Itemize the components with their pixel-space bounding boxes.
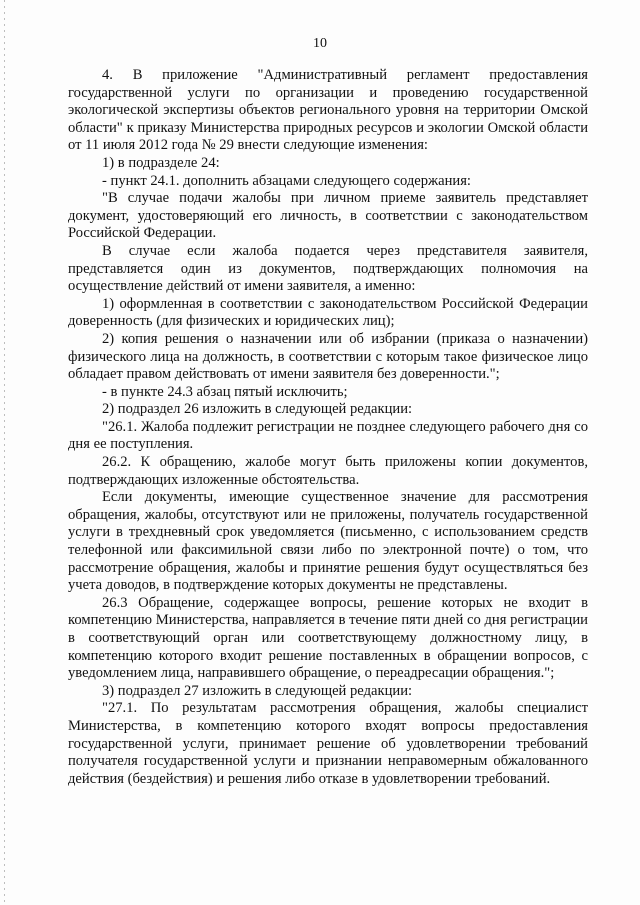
document-body: [68, 67, 588, 788]
paragraph-subsection-26: 2) подраздел 26 изложить в следующей редакции:: [102, 401, 413, 418]
paragraph-27-1: "27.1. По результатам рассмотрения обращения, жалобы специалист Министерства, в компетенцию которого входят вопросы предоставления государственной услуги, принимает решение об удовлетворении требований получателя государственной услуги и признании неправомерным обжалованного действия (бездействия) и решения либо отказе в удовлетворении требований.: [68, 700, 588, 787]
paragraph-appointment-copy: 2) копия решения о назначении или об избрании (приказа о назначении) физического лица на должность, в соответствии с которым такое физическое лицо обладает правом действовать от имени заявителя без доверенности.";: [68, 330, 588, 383]
paragraph-personal-visit: "В случае подачи жалобы при личном приеме заявитель представляет документ, удостоверяющий его личность, в соответствии с законодательством Российской Федерации.: [68, 190, 588, 242]
paragraph-power-of-attorney: 1) оформленная в соответствии с законодательством Российской Федерации доверенность (для физических и юридических лиц);: [68, 295, 588, 330]
paragraph-26-3: 26.3 Обращение, содержащее вопросы, решение которых не входит в компетенцию Министерства, направляется в течение пяти дней со дня регистрации в соответствующий орган или соответствующему должностному лицу, в компетенцию которого входит решение поставленных в обращении вопросов, с уведомлением лица, направившего обращение, о переадресации обращения.";: [68, 594, 588, 682]
paragraph-subsection-24: 1) в подразделе 24:: [102, 154, 220, 171]
paragraph-missing-documents: Если документы, имеющие существенное значение для рассмотрения обращения, жалобы, отсутствуют или не приложены, получатель государственной услуги в трехдневный срок уведомляется (письменно, с использованием средств телефонной или факсимильной связи либо по электронной почте) о том, что рассмотрение обращения, жалобы и принятие решения будут осуществляться без учета доводов, в подтверждение которых документы не представлены.: [68, 489, 588, 594]
paragraph-26-1: "26.1. Жалоба подлежит регистрации не позднее следующего рабочего дня со дня ее поступления.: [68, 418, 588, 453]
paragraph-representative: В случае если жалоба подается через представителя заявителя, представляется один из документов, подтверждающих полномочия на осуществление действий от имени заявителя, а именно:: [68, 242, 588, 295]
page-number: 10: [313, 36, 327, 51]
scan-edge-mark: [4, 0, 5, 905]
paragraph-item-4-intro: 4. В приложение "Административный регламент предоставления государственной услуги по организации и проведению государственной экологической экспертизы объектов регионального уровня на территории Омской области" к приказу Министерства природных ресурсов и экологии Омской области от 11 июля 2012 года № 29 внести следующие изменения:: [68, 67, 588, 154]
paragraph-point-24-3: - в пункте 24.3 абзац пятый исключить;: [102, 383, 348, 400]
paragraph-subsection-27: 3) подраздел 27 изложить в следующей редакции:: [102, 682, 413, 699]
paragraph-point-24-1: - пункт 24.1. дополнить абзацами следующего содержания:: [102, 172, 471, 189]
paragraph-26-2: 26.2. К обращению, жалобе могут быть приложены копии документов, подтверждающих изложенные обстоятельства.: [68, 454, 588, 488]
